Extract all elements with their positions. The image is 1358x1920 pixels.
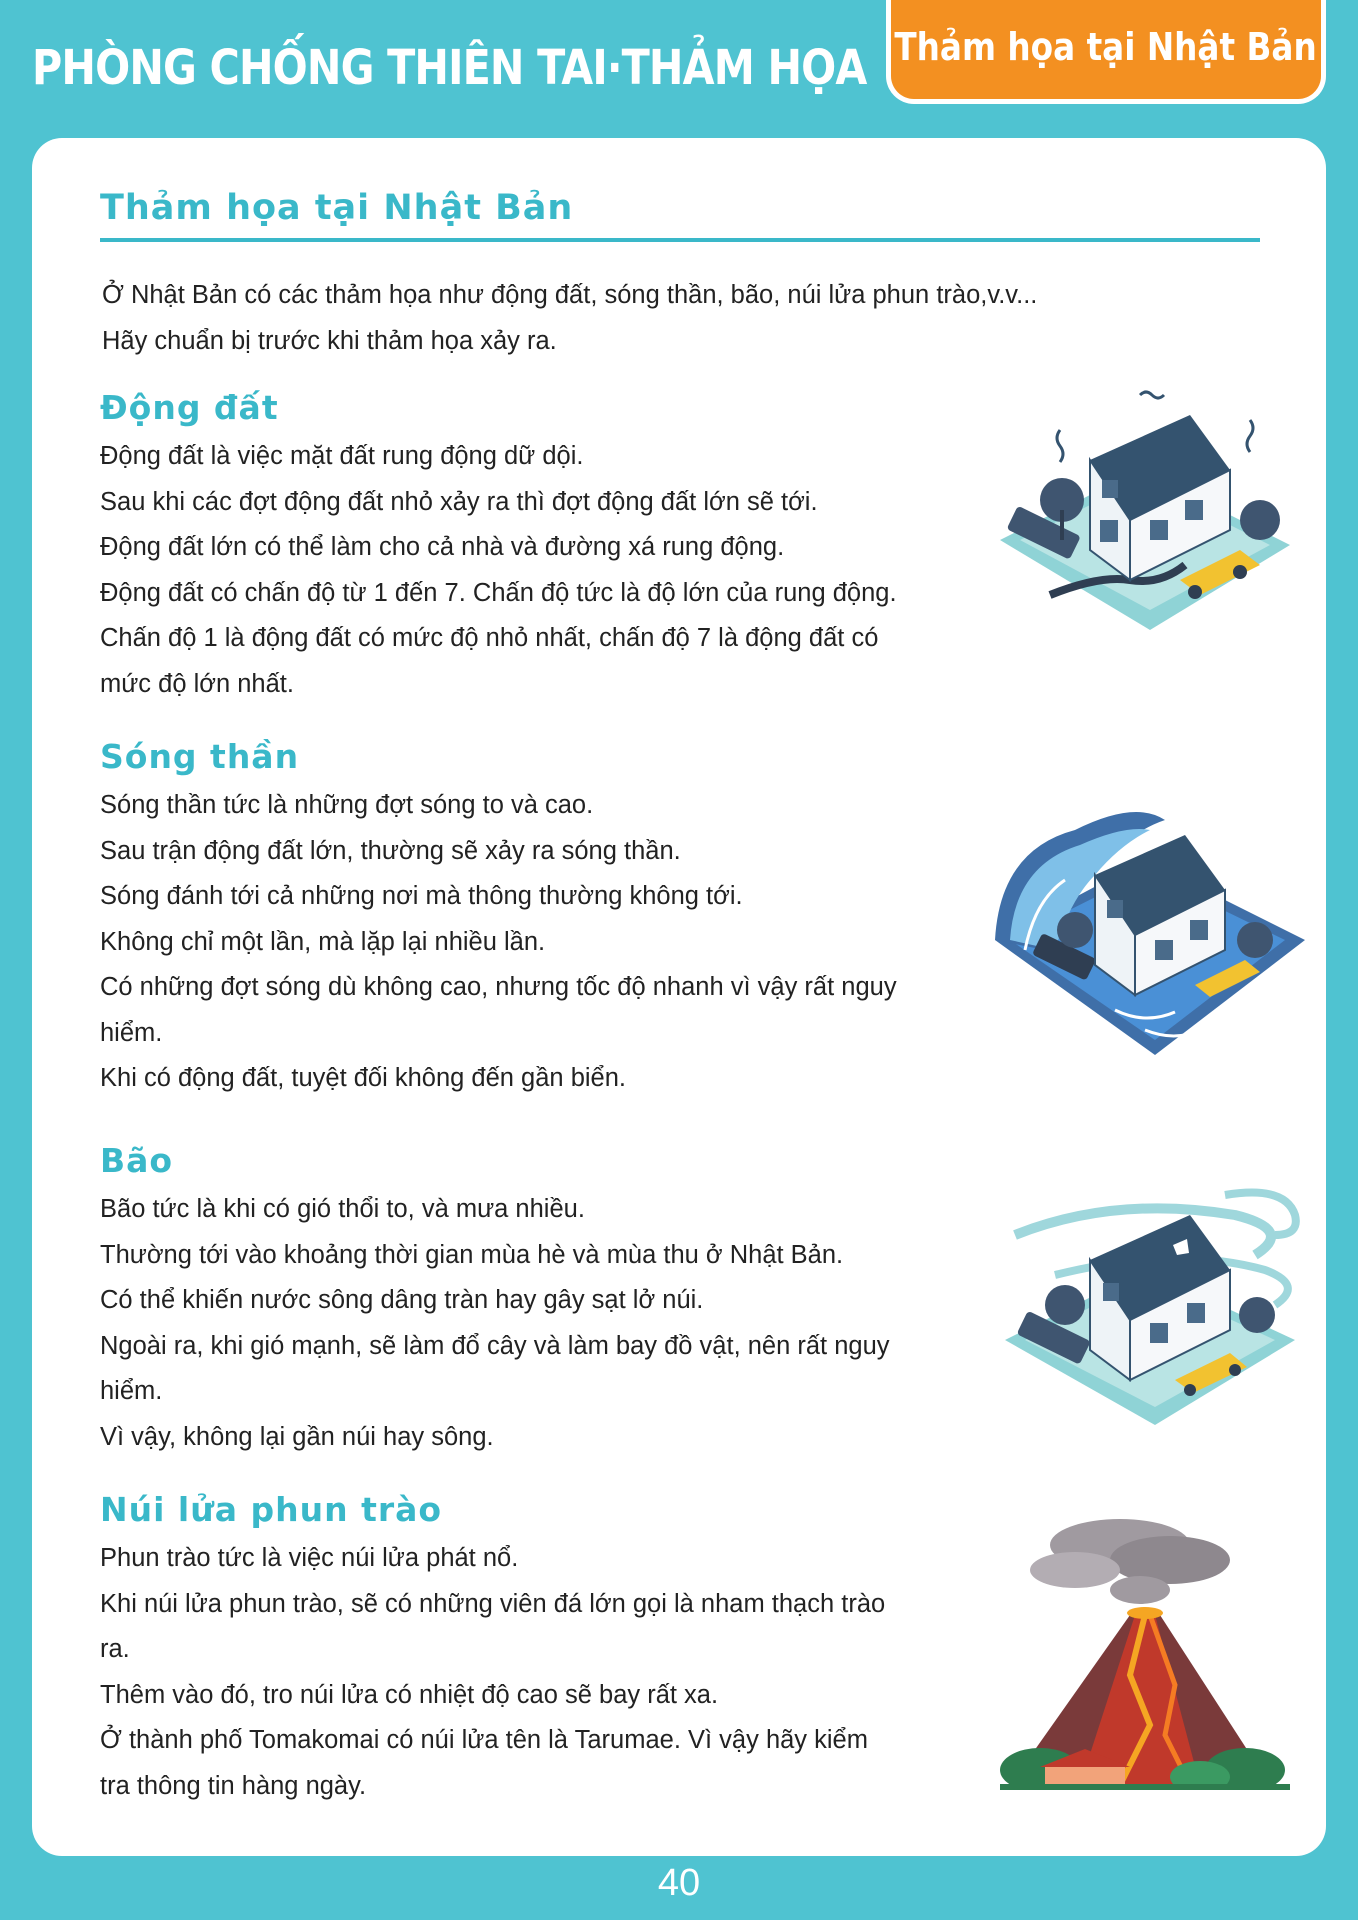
disaster-title: Bão [100,1141,174,1180]
description-line: Ở thành phố Tomakomai có núi lửa tên là Tarumae. Vì vậy hãy kiểm [100,1726,868,1754]
section-intro [102,272,1222,364]
page-header-title: PHÒNG CHỐNG THIÊN TAI·THẢM HỌA [32,40,867,96]
disaster-title: Động đất [100,388,279,427]
description-line: Không chỉ một lần, mà lặp lại nhiều lần. [100,927,546,956]
disaster-description [100,783,980,1102]
disaster-title: Núi lửa phun trào [100,1490,443,1529]
chapter-tab [886,0,1326,104]
description-line: hiểm. [100,1377,163,1405]
description-line: Ngoài ra, khi gió mạnh, sẽ làm đổ cây và làm bay đồ vật, nên rất nguy [100,1331,890,1360]
description-line: Chấn độ 1 là động đất có mức độ nhỏ nhất, chấn độ 7 là động đất có [100,624,879,652]
description-line: Có những đợt sóng dù không cao, nhưng tốc độ nhanh vì vậy rất nguy [100,973,897,1001]
description-line: Khi núi lửa phun trào, sẽ có những viên đá lớn gọi là nham thạch trào [100,1589,886,1618]
description-line: tra thông tin hàng ngày. [100,1771,367,1800]
disaster-volcano [100,1488,980,1809]
description-line: Vì vậy, không lại gần núi hay sông. [100,1422,494,1451]
disaster-typhoon [100,1139,980,1460]
typhoon-house-illustration [995,1175,1315,1435]
description-line: Động đất lớn có thể làm cho cả nhà và đường xá rung động. [100,533,785,561]
description-line: Khi có động đất, tuyệt đối không đến gần biển. [100,1064,626,1092]
description-line: Có thể khiến nước sông dâng tràn hay gây sạt lở núi. [100,1286,704,1314]
section-heading: Thảm họa tại Nhật Bản [100,188,574,228]
description-line: Sóng thần tức là những đợt sóng to và cao. [100,791,594,819]
description-line: Thường tới vào khoảng thời gian mùa hè và mùa thu ở Nhật Bản. [100,1240,844,1269]
section-heading-rule [100,238,1260,242]
volcano-eruption-illustration [1000,1505,1290,1790]
description-line: Sau khi các đợt động đất nhỏ xảy ra thì đợt động đất lớn sẽ tới. [100,487,818,516]
description-line: hiểm. [100,1018,163,1047]
tsunami-house-illustration [985,790,1310,1060]
description-line: mức độ lớn nhất. [100,669,294,698]
chapter-tab-label: Thảm họa tại Nhật Bản [894,24,1318,69]
description-line: ra. [100,1635,130,1663]
description-line: Động đất có chấn độ từ 1 đến 7. Chấn độ tức là độ lớn của rung động. [100,578,897,607]
description-line: Phun trào tức là việc núi lửa phát nổ. [100,1544,519,1572]
description-line: Sau trận động đất lớn, thường sẽ xảy ra sóng thần. [100,836,681,865]
earthquake-house-illustration [990,380,1310,640]
description-line: Thêm vào đó, tro núi lửa có nhiệt độ cao sẽ bay rất xa. [100,1680,719,1709]
disaster-tsunami [100,735,980,1102]
page-number: 40 [657,1862,701,1904]
disaster-description [100,1536,980,1809]
intro-line: Hãy chuẩn bị trước khi thảm họa xảy ra. [102,327,557,355]
description-line: Bão tức là khi có gió thổi to, và mưa nhiều. [100,1195,585,1223]
disaster-description [100,434,980,707]
description-line: Động đất là việc mặt đất rung động dữ dội. [100,442,584,470]
intro-line: Ở Nhật Bản có các thảm họa như động đất, sóng thần, bão, núi lửa phun trào,v.v... [102,281,1038,309]
description-line: Sóng đánh tới cả những nơi mà thông thường không tới. [100,882,743,910]
disaster-earthquake [100,386,980,707]
disaster-title: Sóng thần [100,737,300,776]
disaster-description [100,1187,980,1460]
